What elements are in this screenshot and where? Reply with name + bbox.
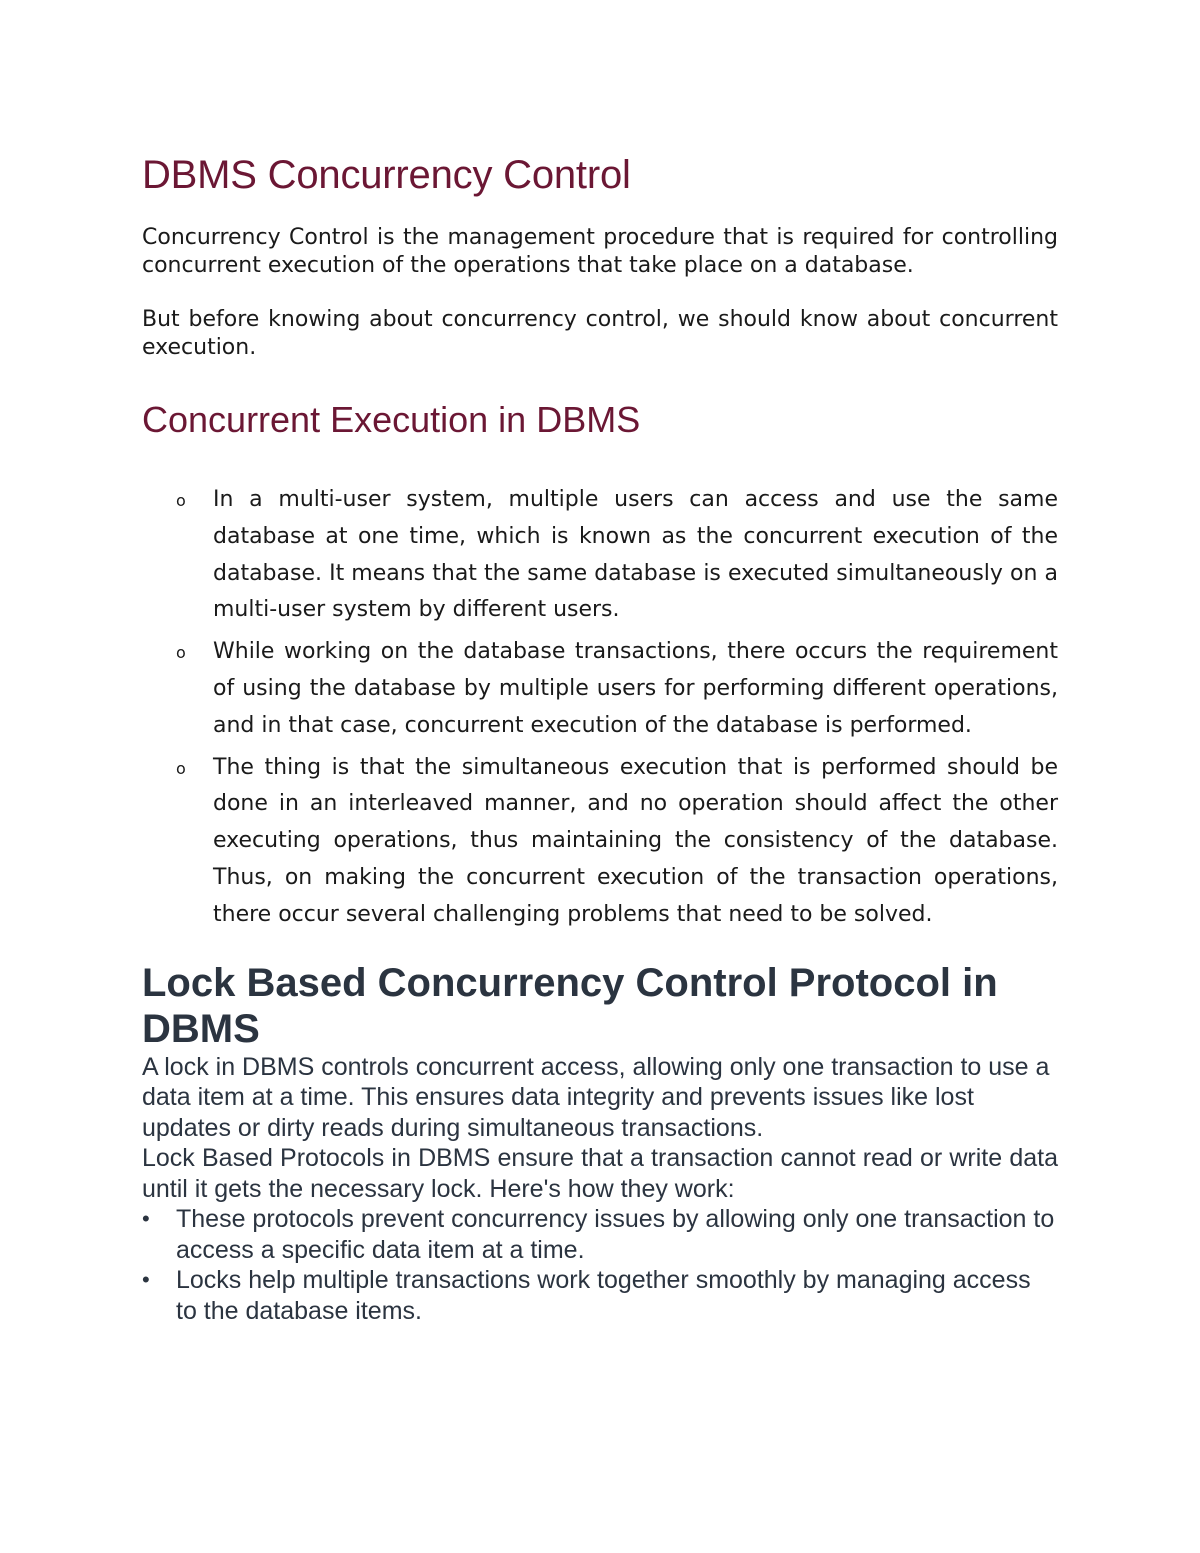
circle-bullet-icon: o: [176, 491, 186, 510]
list-item: [142, 1204, 1058, 1265]
dot-bullet-icon: •: [142, 1206, 150, 1232]
circle-bullet-icon: o: [176, 643, 186, 663]
lock-paragraph-1: A lock in DBMS controls concurrent access, allowing only one transaction to use a data item at a time. This ensures data integrity and prevents issues like lost updates or dirty reads during simultaneous transactions.: [142, 1052, 1050, 1142]
list-item-text: While working on the database transactions, there occurs the requirement of using the database by multiple users for performing different operations, and in that case, concurrent execution of the database is performed.: [213, 639, 1058, 738]
list-item-text: The thing is that the simultaneous execution that is performed should be done in an interleaved manner, and no operation should affect the other executing operations, thus maintaining the consistency of the database. Thus, on making the concurrent execution of the transaction operations, there occur several challenging problems that need to be solved.: [213, 754, 1058, 927]
section-heading-lock-based-protocol: Lock Based Concurrency Control Protocol in DBMS: [142, 960, 998, 1051]
page-title: DBMS Concurrency Control: [142, 153, 631, 197]
list-item: [142, 1265, 1058, 1326]
concurrent-execution-list: [142, 482, 1058, 934]
intro-paragraph-2: But before knowing about concurrency control, we should know about concurrent execution.: [142, 307, 1058, 360]
section-heading-concurrent-execution: Concurrent Execution in DBMS: [142, 399, 641, 440]
list-item: [142, 482, 1058, 629]
list-item-text: In a multi-user system, multiple users can access and use the same database at one time, which is known as the concurrent execution of the database. It means that the same database is executed simultaneously on a multi-user system by different users.: [213, 487, 1058, 623]
lock-protocol-list: [142, 1204, 1058, 1326]
document-page: [142, 150, 1058, 1326]
intro-paragraph-1: Concurrency Control is the management procedure that is required for controlling concurrent execution of the operations that take place on a database.: [142, 225, 1058, 278]
list-item-text: Locks help multiple transactions work together smoothly by managing access to the database items.: [176, 1266, 1031, 1325]
list-item: [142, 750, 1058, 934]
circle-bullet-icon: o: [176, 758, 186, 778]
dot-bullet-icon: •: [142, 1267, 150, 1293]
list-item: [142, 634, 1058, 744]
list-item-text: These protocols prevent concurrency issues by allowing only one transaction to access a specific data item at a time.: [176, 1205, 1055, 1264]
lock-paragraph-2: Lock Based Protocols in DBMS ensure that a transaction cannot read or write data until it gets the necessary lock. Here's how they work:: [142, 1144, 1058, 1203]
